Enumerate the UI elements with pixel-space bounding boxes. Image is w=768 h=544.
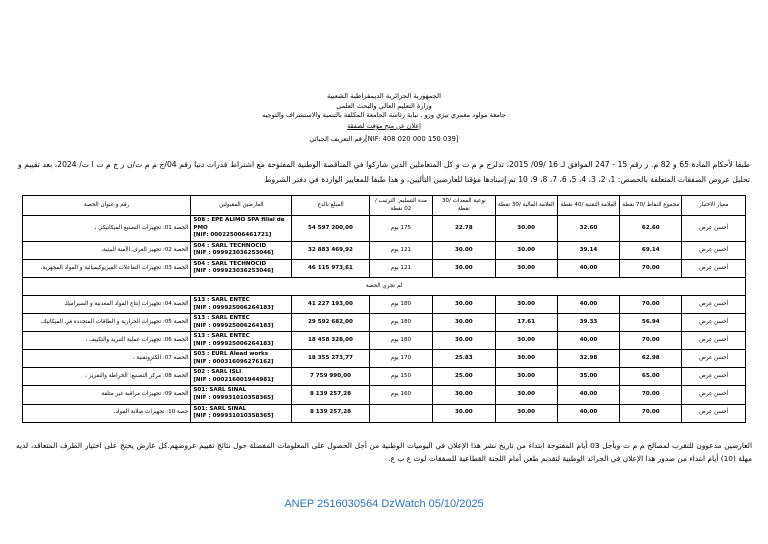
cell-lot: الحصة 03: تجهيزات التفاعلات الفيزيوكيميائية و المواد المجهرية، — [23, 259, 191, 277]
cell-equipment-score: 22.78 — [433, 216, 495, 242]
cell-total-score: 56.94 — [620, 314, 682, 332]
cell-total-score: 62.60 — [620, 216, 682, 242]
cell-delivery-delay: 150 يوم — [369, 368, 433, 386]
cell-delivery-delay: 170 يوم — [369, 350, 433, 368]
cell-lot: الحصة 06: تجهيزات عملية التبريد والتكييف ، — [23, 332, 191, 350]
cell-technical-score: 35.00 — [557, 368, 619, 386]
bidder-nif: [NIF : 099931010358365] — [193, 413, 274, 420]
table-row — [23, 332, 746, 350]
bidder-name: S04 : SARL TECHNOCID — [193, 242, 267, 249]
cell-technical-score: 39.33 — [557, 314, 619, 332]
bidder-name: S03 : EURL Alead works — [193, 351, 269, 358]
anep-footer — [0, 498, 768, 510]
col-header-total: مجموع النقاط /70 نقطة — [620, 196, 682, 216]
cell-technical-score: 40.00 — [557, 259, 619, 277]
table-row-separator — [23, 277, 746, 295]
cell-technical-score: 32.98 — [557, 350, 619, 368]
cell-delivery-delay: 180 يوم — [369, 332, 433, 350]
cell-bidder — [191, 295, 292, 313]
cell-amount: 54 597 200,00 — [292, 216, 369, 242]
cell-bidder — [191, 314, 292, 332]
cell-financial-score: 17.61 — [495, 314, 557, 332]
cell-criterion: أحسن عرض — [682, 314, 746, 332]
cell-lot: حصة 10: تجهيزات صلابة المواد، — [23, 404, 191, 422]
col-header-amount: المبلغ بالدج — [292, 196, 369, 216]
col-header-financial: العلامة المالية /30 نقطة — [495, 196, 557, 216]
cell-amount: 41 227 193,00 — [292, 295, 369, 313]
table-row — [23, 295, 746, 313]
cell-financial-score: 30.00 — [495, 259, 557, 277]
bidder-nif: [NIF : 099925006264183] — [193, 322, 274, 329]
bidder-name: S13 : SARL ENTEC — [193, 296, 250, 303]
table-row — [23, 314, 746, 332]
cell-equipment-score: 30.00 — [433, 404, 495, 422]
cell-criterion: أحسن عرض — [682, 386, 746, 404]
cell-equipment-score: 25.00 — [433, 368, 495, 386]
cell-financial-score: 30.00 — [495, 332, 557, 350]
header-country-line: الجمهورية الجزائرية الديمقراطية الشعبية — [327, 92, 441, 100]
cell-delivery-delay: 180 يوم — [369, 314, 433, 332]
cell-total-score: 70.00 — [620, 295, 682, 313]
table-header-row — [23, 196, 746, 216]
cell-lot: الحصة 08: مركز التصنيع: الخراطة والتفريز ، — [23, 368, 191, 386]
cell-amount: 8 139 257,28 — [292, 404, 369, 422]
header-nif-label: رقم التعريف الجبائي — [309, 135, 366, 144]
cell-technical-score: 40.00 — [557, 404, 619, 422]
table-head — [23, 196, 746, 216]
bidder-nif: [NIF : 099923036253046] — [193, 268, 274, 275]
table-row — [23, 241, 746, 259]
bidder-nif: [NIF : 099923036253046] — [193, 250, 274, 257]
col-header-equipment: نوعية المعدات /30 نقطة — [433, 196, 495, 216]
cell-equipment-score: 30.00 — [433, 241, 495, 259]
cell-lot: الحصة 09: تجهيزات مراقبة غير متلفة — [23, 386, 191, 404]
cell-criterion: أحسن عرض — [682, 368, 746, 386]
header-university-line: جامعة مولود معمري تيزي وزو . نيابة رئاسة الجامعة المكلفة بالتنمية والاستشراف والتوجيه — [261, 111, 507, 120]
cell-financial-score: 30.00 — [495, 241, 557, 259]
closing-paragraph — [16, 439, 752, 466]
cell-lot: الحصة 07: الكتروتقنية ، — [23, 350, 191, 368]
cell-bidder — [191, 386, 292, 404]
bidder-nif: [NIF: 000225006461721] — [193, 232, 272, 239]
cell-amount: 18 458 328,00 — [292, 332, 369, 350]
col-header-technical: العلامة التقنية /40 نقطة — [557, 196, 619, 216]
bidder-nif: [NIF : 099925006264183] — [193, 304, 274, 311]
cell-technical-score: 40.00 — [557, 295, 619, 313]
separator-label: لم تجري الحصة — [23, 277, 746, 295]
col-header-delay: مدة التسليم: الترتيب / 02 نقطة — [369, 196, 433, 216]
col-header-bidder: العارضين المقبولين — [191, 196, 292, 216]
intro-paragraph — [18, 157, 750, 187]
results-table — [22, 195, 746, 422]
cell-financial-score: 30.00 — [495, 386, 557, 404]
bidder-nif: [NIF : 000316096276162] — [193, 358, 274, 365]
cell-amount: 18 355 273,77 — [292, 350, 369, 368]
bidder-nif: [NIF : 099925006264183] — [193, 340, 274, 347]
document-header — [0, 0, 768, 145]
header-nif-line — [0, 135, 768, 145]
cell-criterion: أحسن عرض — [682, 259, 746, 277]
cell-lot: الحصة 05: تجهيزات الحرارية و الطاقات المتجددة في الميكانيك، — [23, 314, 191, 332]
cell-technical-score: 39.14 — [557, 241, 619, 259]
cell-delivery-delay: 121 يوم — [369, 241, 433, 259]
cell-equipment-score: 30.00 — [433, 259, 495, 277]
cell-criterion: أحسن عرض — [682, 216, 746, 242]
cell-delivery-delay: 121 يوم — [369, 259, 433, 277]
cell-delivery-delay: 175 يوم — [369, 216, 433, 242]
bidder-name: S04 : SARL TECHNOCID — [193, 260, 267, 267]
cell-bidder — [191, 404, 292, 422]
cell-delivery-delay: 180 يوم — [369, 295, 433, 313]
cell-bidder — [191, 216, 292, 242]
cell-bidder — [191, 241, 292, 259]
table-row — [23, 259, 746, 277]
cell-amount: 29 592 682,00 — [292, 314, 369, 332]
cell-lot: الحصة 02: تجهيز الغرف الآمنة البيئية، — [23, 241, 191, 259]
table-row — [23, 404, 746, 422]
cell-delivery-delay: 160 يوم — [369, 386, 433, 404]
cell-equipment-score: 30.00 — [433, 332, 495, 350]
cell-technical-score: 32.60 — [557, 216, 619, 242]
cell-bidder — [191, 350, 292, 368]
cell-total-score: 69.14 — [620, 241, 682, 259]
cell-lot: الحصة 04: تجهيزات إنتاج المواد المعدنية و السيراميك — [23, 295, 191, 313]
bidder-nif: [NIF : 099931010358365] — [193, 394, 274, 401]
cell-total-score: 70.00 — [620, 386, 682, 404]
cell-bidder — [191, 332, 292, 350]
cell-bidder — [191, 259, 292, 277]
cell-financial-score: 30.00 — [495, 350, 557, 368]
cell-equipment-score: 25.83 — [433, 350, 495, 368]
cell-amount: 46 115 973,61 — [292, 259, 369, 277]
anep-reference: ANEP 2516030564 DzWatch 05/10/2025 — [284, 498, 484, 510]
cell-equipment-score: 30.00 — [433, 314, 495, 332]
cell-total-score: 70.00 — [620, 259, 682, 277]
table-body-part2 — [23, 295, 746, 422]
table-row — [23, 350, 746, 368]
closing-text: العارضين مدعوون للتقرب لمصالح م م ت وبأجل 03 أيام المفتوحة ابتداء من تاريخ نشر هذا الإعلان في اليوميات الوطنية من أجل الحصول على المعلومات المفضلة حول نتائج تقييم عروضهم.كل عارض يحتج على اختيار الطرف المتعاقد، لديه مهلة (10) أيام ابتداء من صدور هذا الإعلان في الجرائد الوطنية لتقديم طعن أمام اللجنة القطاعية للصفقات لوت ع ب ع. — [16, 440, 752, 464]
bidder-nif: [NIF : 000216001944981] — [193, 376, 274, 383]
bidder-name: S02 : SARL ISLI — [193, 369, 242, 376]
bidder-name: S01: SARL SINAL — [193, 387, 247, 394]
cell-technical-score: 40.00 — [557, 332, 619, 350]
header-ministry-line: وزارة التعليم العالي والبحث العلمي — [336, 101, 432, 110]
header-nif-value: [NIF: 408 020 000 150 039] — [365, 135, 459, 144]
cell-amount: 8 139 257,28 — [292, 386, 369, 404]
cell-amount: 32 883 469,92 — [292, 241, 369, 259]
cell-financial-score: 30.00 — [495, 216, 557, 242]
cell-technical-score: 40.00 — [557, 386, 619, 404]
cell-total-score: 65.00 — [620, 368, 682, 386]
cell-criterion: أحسن عرض — [682, 404, 746, 422]
header-announcement-title: إعلان عن منح مؤقت لصفقة — [347, 121, 421, 130]
cell-total-score: 62.98 — [620, 350, 682, 368]
cell-amount: 7 759 990,00 — [292, 368, 369, 386]
bidder-name: S08 : EPE ALIMO SPA filial de PMO — [193, 217, 285, 231]
results-table-wrapper — [22, 195, 746, 422]
cell-bidder — [191, 368, 292, 386]
table-row — [23, 386, 746, 404]
cell-criterion: أحسن عرض — [682, 295, 746, 313]
cell-criterion: أحسن عرض — [682, 241, 746, 259]
bidder-name: S01: SARL SINAL — [193, 405, 247, 412]
col-header-lot: رقم و عنوان الحصة — [23, 196, 191, 216]
table-row — [23, 368, 746, 386]
cell-total-score: 70.00 — [620, 332, 682, 350]
cell-equipment-score: 30.00 — [433, 386, 495, 404]
cell-criterion: أحسن عرض — [682, 332, 746, 350]
table-body-part1 — [23, 216, 746, 278]
bidder-name: S13 : SARL ENTEC — [193, 315, 250, 322]
table-separator-body — [23, 277, 746, 295]
cell-delivery-delay — [369, 404, 433, 422]
cell-financial-score: 30.00 — [495, 295, 557, 313]
cell-financial-score: 30.00 — [495, 368, 557, 386]
cell-equipment-score: 30.00 — [433, 295, 495, 313]
table-row — [23, 216, 746, 242]
col-header-criterion: معيار الاختيار — [682, 196, 746, 216]
bidder-name: S13 : SARL ENTEC — [193, 333, 250, 340]
cell-financial-score: 30.00 — [495, 404, 557, 422]
cell-lot: الحصة 01: تجهيزات التصنيع الميكانيكي ، — [23, 216, 191, 242]
cell-total-score: 70.00 — [620, 404, 682, 422]
intro-text: طبقا لأحكام المادة 65 و 82 م. ر رقم 15 - 247 الموافق لـ 16 /09/ 2015، تدلرج م م ت و كل المتعاملين الذين شاركوا في المناقصة الوطنية المفتوحة مع اشتراط قدرات دنيا رقم 04/ج م م ت/ن ر ج م ت ا ت/ 2024، بعد تقييم و تحليل عروض الصفقات المتعلقة بالحصص: 1، 2، 3، 4، 5، 6، 7، 8، 9، 10 تم إسنادها مؤقتا للعارضين التأليين، و هذا طبقا للمعايير الواردة في دفتر الشروط — [18, 159, 750, 184]
cell-criterion: أحسن عرض — [682, 350, 746, 368]
